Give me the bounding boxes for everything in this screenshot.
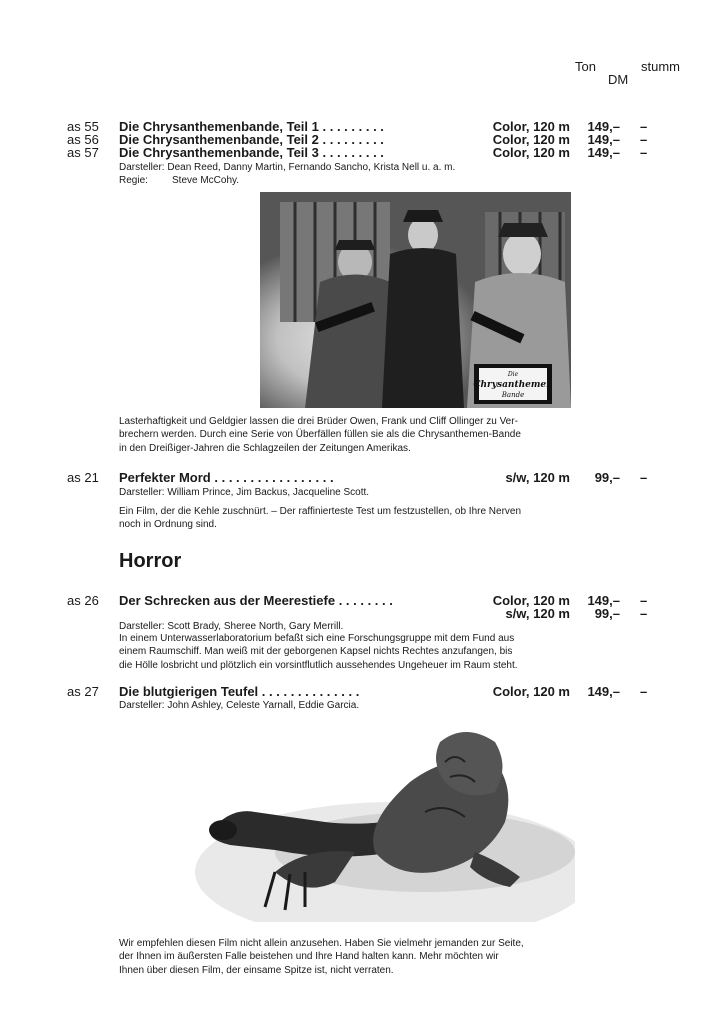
director-label: Regie:	[119, 175, 148, 186]
film-still-chrysanthemenbande	[260, 192, 571, 408]
col-header-silent: stumm	[641, 59, 680, 74]
entry-format: Color, 120 m	[492, 684, 570, 699]
entry-price: 99,–	[594, 470, 620, 485]
entry-silent-price: –	[640, 593, 648, 608]
entry-format: Color, 120 m	[492, 593, 570, 608]
entry-code: as 56	[67, 132, 99, 147]
description-teufel: Wir empfehlen diesen Film nicht allein anzusehen. Haben Sie vielmehr jemanden zur Seite, der Ihnen im äußersten Falle beistehen und Ihre Hand halten kann. Mehr möchten wir Ihnen über diesen Film, der einsame Spitze ist, nicht verraten.	[119, 938, 524, 976]
entry-title: Perfekter Mord . . . . . . . . . . . . . . . . .	[119, 470, 334, 485]
description-schrecken: In einem Unterwasserlaboratorium befaßt sich eine Forschungsgruppe mit dem Fund aus einem Raumschiff. Man weiß mit der geborgenen Kapsel nichts Rechtes anzufangen, bis die Hölle losbricht und plötzlich ein vorsintflutlich aussehendes Ungeheuer im Raum steht.	[119, 633, 518, 671]
entry-silent-price: –	[640, 132, 648, 147]
col-header-currency: DM	[608, 72, 629, 87]
entry-title: Die Chrysanthemenbande, Teil 3 . . . . . . . . .	[119, 145, 384, 160]
entry-code: as 57	[67, 145, 99, 160]
entry-format: Color, 120 m	[492, 132, 570, 147]
cast-line: Darsteller: William Prince, Jim Backus, Jacqueline Scott.	[119, 487, 370, 498]
entry-price: 149,–	[587, 684, 620, 699]
entry-code: as 21	[67, 470, 99, 485]
poster-word-1: Die	[507, 371, 519, 378]
description-chrysanthemenbande: Lasterhaftigkeit und Geldgier lassen die drei Brüder Owen, Frank und Cliff Ollinger zu Ver- brechern werden. Durch eine Serie von Überfällen füllen sie als die Chrysanthemen-Bande in den Dreißiger-Jahren die Schlagzeilen der Zeitungen Amerikas.	[119, 416, 521, 454]
director-name: Steve McCohy.	[172, 175, 240, 186]
entry-code: as 55	[67, 119, 99, 134]
entry-price: 149,–	[587, 132, 620, 147]
entry-silent-price-alt: –	[640, 606, 648, 621]
entry-silent-price: –	[640, 684, 648, 699]
entry-title: Die blutgierigen Teufel . . . . . . . . . . . . . .	[119, 684, 360, 699]
col-header-sound: Ton	[575, 59, 596, 74]
film-still-blutgierige-teufel	[195, 722, 575, 922]
entry-price: 149,–	[587, 593, 620, 608]
cast-line: Darsteller: Dean Reed, Danny Martin, Fernando Sancho, Krista Nell u. a. m.	[119, 162, 456, 173]
entry-format: Color, 120 m	[492, 119, 570, 134]
entry-title: Die Chrysanthemenbande, Teil 1 . . . . . . . . .	[119, 119, 384, 134]
entry-silent-price: –	[640, 119, 648, 134]
entry-price-alt: 99,–	[594, 606, 620, 621]
entry-title: Die Chrysanthemenbande, Teil 2 . . . . . . . . .	[119, 132, 384, 147]
entry-price: 149,–	[587, 119, 620, 134]
entry-price: 149,–	[587, 145, 620, 160]
cast-line: Darsteller: Scott Brady, Sheree North, Gary Merrill.	[119, 621, 344, 632]
section-heading-horror: Horror	[119, 550, 182, 572]
poster-word-3: Bande	[501, 391, 525, 399]
poster-word-2: Chrysanthemen	[473, 380, 553, 390]
entry-code: as 26	[67, 593, 99, 608]
entry-format: Color, 120 m	[492, 145, 570, 160]
entry-format-alt: s/w, 120 m	[505, 606, 570, 621]
entry-code: as 27	[67, 684, 99, 699]
entry-silent-price: –	[640, 470, 648, 485]
entry-silent-price: –	[640, 145, 648, 160]
description-perfekter-mord: Ein Film, der die Kehle zuschnürt. – Der raffinierteste Test um festzustellen, ob Ihre Nerven noch in Ordnung sind.	[119, 506, 522, 531]
entry-format: s/w, 120 m	[505, 470, 570, 485]
cast-line: Darsteller: John Ashley, Celeste Yarnall, Eddie Garcia.	[119, 700, 360, 711]
entry-title: Der Schrecken aus der Meerestiefe . . . . . . . .	[119, 593, 393, 608]
